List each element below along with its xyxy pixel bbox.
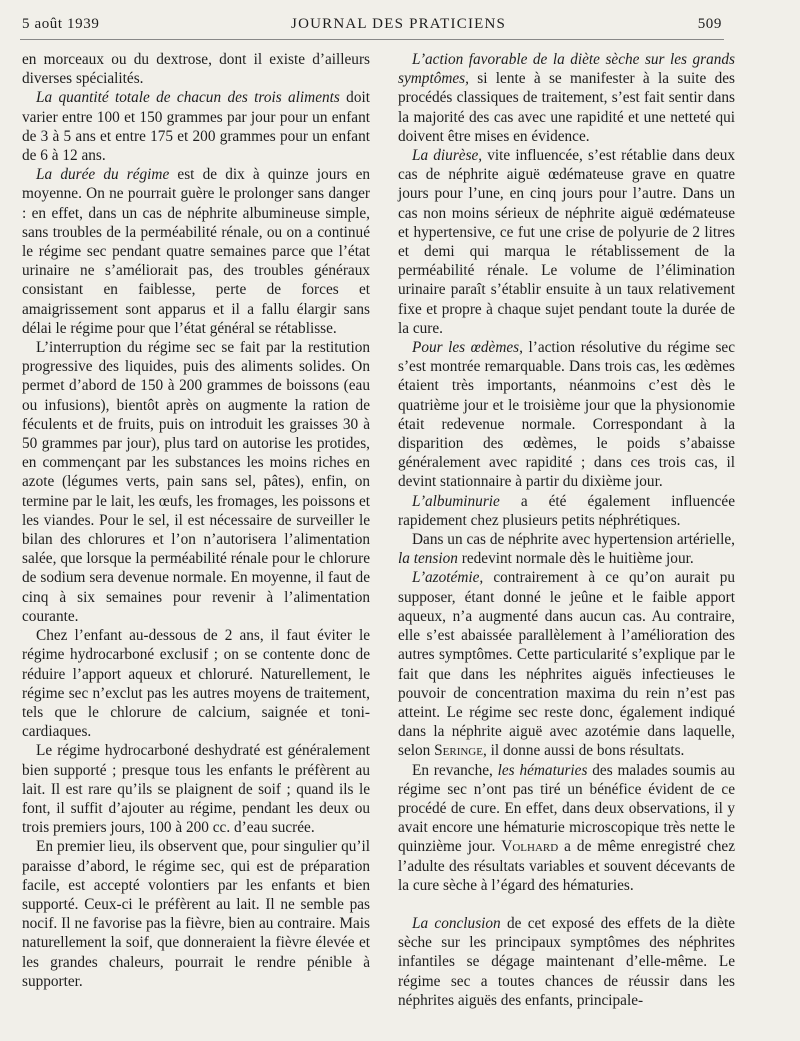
right-column xyxy=(398,50,735,1010)
paragraph-lead: La durée du régime xyxy=(36,166,170,184)
paragraph: Chez l’enfant au-dessous de 2 ans, il faut éviter le régime hydrocarboné exclusif ; on se contente donc de réduire l’apport aqueux et chloruré. Naturellement, le régime sec n’exclut pas les autres moyens de traitement, tels que le chlorure de calcium, saignée et toni-cardiaques. xyxy=(22,627,370,741)
paragraph: En revanche, les hématuries des malades soumis au régime sec n’ont pas tiré un bénéfice évident de ce procédé de cure. En effet, dans deux observations, il y avait encore une hématurie microscopique très nette le quinzième jour. Volhard a de même enregistré chez l’adulte des résultats variables et souvent décevants de la cure sèche à l’égard des hématuries. xyxy=(398,761,735,894)
author-name: Volhard xyxy=(501,838,559,856)
header-rule xyxy=(20,39,724,40)
paragraph: L’azotémie, contrairement à ce qu’on aurait pu supposer, étant donné le jeûne et le faible apport aqueux, n’a augmenté dans aucun cas. Au contraire, elle s’est abaissée parallèlement à l’amélioration des autres symptômes. Cette particularité s’explique par le fait que dans les néphrites aiguës infectieuses le pouvoir de concentration maxima du rein n’est pas atteint. Le régime sec reste donc, également indiqué dans la néphrite aiguë avec azotémie dans laquelle, selon Seringe, il donne aussi de bons résultats. xyxy=(398,569,735,760)
paragraph-lead: L’action favorable de la diète sèche sur les grands symptômes, xyxy=(398,51,735,88)
paragraph: Le régime hydrocarboné deshydraté est généralement bien supporté ; presque tous les enfants le préfèrent au lait. Il est rare qu’ils se plaignent de soif ; quand ils le font, il suffit d’ajouter au régime, pendant les deux ou trois premiers jours, 100 à 200 cc. d’eau sucrée. xyxy=(22,742,370,837)
paragraph-lead: La diurèse, xyxy=(412,147,483,165)
paragraph: La diurèse, vite influencée, s’est rétablie dans deux cas de néphrite aiguë œdémateuse grave en quatre jours pour l’une, en cinq jours pour l’autre. Dans un cas non moins sérieux de néphrite aiguë œdémateuse et hypertensive, ce fut une crise de polyurie de 2 litres et demi qui marqua le rétablissement de la perméabilité rénale. Le volume de l’élimination urinaire paraît s’établir ensuite à un taux relativement fixe et propre à chaque sujet pendant toute la durée de la cure. xyxy=(398,147,735,337)
left-column xyxy=(22,50,370,991)
paragraph: Dans un cas de néphrite avec hypertension artérielle, la tension redevint normale dès le huitième jour. xyxy=(398,531,735,568)
paragraph: En premier lieu, ils observent que, pour singulier qu’il paraisse d’abord, le régime sec, qui est de préparation facile, est accepté volontiers par les enfants et bien supporté. Ceux-ci le préfèrent au lait. Il ne semble pas nocif. Il ne favorise pas la fièvre, bien au contraire. Mais naturellement la soif, que donneraient la fièvre élevée et les grandes chaleurs, pourrait le rendre pénible à supporter. xyxy=(22,838,370,990)
paragraph: La quantité totale de chacun des trois aliments doit varier entre 100 et 150 grammes par jour pour un enfant de 3 à 5 ans et entre 175 et 200 grammes pour un enfant de 6 à 12 ans. xyxy=(22,89,370,165)
page-number: 509 xyxy=(697,16,722,32)
paragraph: La conclusion de cet exposé des effets de la diète sèche sur les principaux symptômes des néphrites infantiles se dégage maintenant d’elle-même. Le régime sec a toutes chances de réussir dans les néphrites aiguës des enfants, principale- xyxy=(398,914,735,1009)
paragraph: La durée du régime est de dix à quinze jours en moyenne. On ne pourrait guère le prolonger sans danger : en effet, dans un cas de néphrite albumineuse simple, sans troubles de la perméabilité rénale, ou on a continué le régime sec pendant quatre semaines parce que l’état urinaire ne s’améliorait pas, des troubles généraux consistant en faiblesse, perte de forces et amaigrissement sont apparus et il a fallu élargir sans délai le régime pour que l’état général se rétablisse. xyxy=(22,166,371,337)
journal-title: JOURNAL DES PRATICIENS xyxy=(291,16,507,32)
issue-date: 5 août 1939 xyxy=(22,16,100,32)
paragraph: L’action favorable de la diète sèche sur les grands symptômes, si lente à se manifester à la suite des procédés classiques de traitement, s’est fait sentir dans la majorité des cas avec une rapidité et une netteté qui doivent être mises en évidence. xyxy=(398,51,735,145)
paragraph-lead: les hématuries xyxy=(497,761,588,779)
paragraph: Pour les œdèmes, l’action résolutive du régime sec s’est montrée remarquable. Dans trois cas, les œdèmes étaient très importants, néanmoins c’est dès le quatrième jour et le troisième jour que la physionomie était redevenue normale. Correspondant à la disparition des œdèmes, le poids s’abaisse généralement avec rapidité ; dans ces trois cas, il devint stationnaire à partir du dixième jour. xyxy=(398,339,735,491)
paragraph: L’albuminurie a été également influencée rapidement chez plusieurs petits néphrétiques. xyxy=(398,492,735,529)
paragraph: en morceaux ou du dextrose, dont il existe d’ailleurs diverses spécialités. xyxy=(22,51,370,88)
paragraph-lead: La quantité totale de chacun des trois aliments xyxy=(36,89,340,107)
author-name: Seringe xyxy=(434,742,483,760)
paragraph-lead: la tension xyxy=(398,550,458,568)
paragraph: L’interruption du régime sec se fait par la restitution progressive des liquides, puis des aliments solides. On permet d’abord de 150 à 200 grammes de boissons (eau ou infusions), bientôt après on augmente la ration de féculents et de fruits, puis on introduit les graisses 30 à 50 grammes par jour), plus tard on autorise les protides, en commençant par les substances les moins riches en azote (légumes verts, pain sans sel, pâtes), enfin, on termine par le lait, les œufs, les fromages, les poissons et les viandes. Pour le sel, il est nécessaire de surveiller le bilan des chlorures et l’on n’autorisera l’alimentation salée, que lorsque la perméabilité rénale pour le chlorure de sodium sera devenue normale. En moyenne, il faut de cinq à six semaines pour revenir à l’alimentation courante. xyxy=(22,339,370,625)
paragraph-lead: L’albuminurie xyxy=(412,492,500,510)
paragraph-lead: Pour les œdèmes, xyxy=(412,339,523,357)
paragraph-lead: L’azotémie, xyxy=(412,569,484,587)
paragraph-lead: La conclusion xyxy=(412,914,501,932)
page-header xyxy=(22,16,722,33)
